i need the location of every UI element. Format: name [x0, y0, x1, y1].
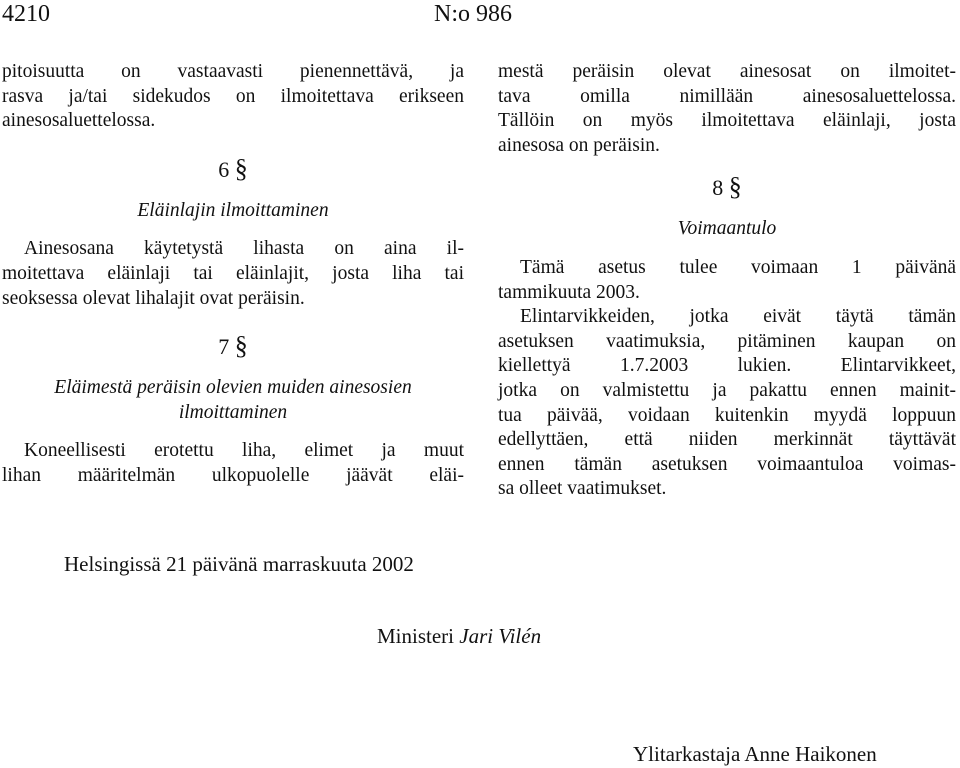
- body-line: Tällöin on myös ilmoitettava eläinlaji, josta: [498, 110, 956, 132]
- section-8-title: Voimaantulo: [677, 218, 777, 240]
- minister-signature: [377, 623, 541, 649]
- section-6-title: Eläinlajin ilmoittaminen: [137, 199, 329, 221]
- body-line: sa olleet vaatimukset.: [498, 478, 667, 500]
- section-6-heading: [2, 154, 464, 185]
- section-8-heading: [498, 172, 956, 203]
- body-line: tammikuuta 2003.: [498, 281, 640, 303]
- body-line: ennen tämän asetuksen voimaantuloa voimas-: [498, 453, 956, 475]
- body-line: ainesosaluettelossa.: [2, 110, 156, 132]
- minister-name: Jari Vilén: [459, 624, 542, 648]
- body-line: seoksessa olevat lihalajit ovat peräisin.: [2, 287, 305, 309]
- section-sign-icon: §: [728, 172, 742, 202]
- section-7-heading: [2, 331, 464, 362]
- body-line: edellyttäen, että niiden merkinnät täyttävät: [498, 429, 956, 451]
- place-date-line: Helsingissä 21 päivänä marraskuuta 2002: [64, 552, 414, 576]
- section-7-title-line: ilmoittaminen: [178, 401, 288, 423]
- body-line: Tämä asetus tulee voimaan 1 päivänä: [520, 256, 956, 278]
- body-line: Ainesosana käytetystä lihasta on aina il-: [24, 238, 464, 260]
- body-line: tua päivää, voidaan kuitenkin myydä loppuun: [498, 404, 956, 426]
- body-line: rasva ja/tai sidekudos on ilmoitettava erikseen: [2, 85, 464, 107]
- body-line: asetuksen vaatimuksia, pitäminen kaupan on: [498, 330, 956, 352]
- section-number: 8: [712, 175, 724, 201]
- right-column: [498, 60, 956, 502]
- body-line: moitettava eläinlaji tai eläinlajit, josta liha tai: [2, 262, 464, 284]
- body-line: jotka on valmistettu ja pakattu ennen mainit-: [498, 379, 956, 401]
- page-number: 4210: [2, 1, 50, 27]
- section-sign-icon: §: [234, 153, 248, 183]
- left-column: [2, 60, 464, 489]
- body-line: tava omilla nimillään ainesosaluettelossa.: [498, 85, 956, 107]
- issue-number: N:o 986: [434, 1, 512, 27]
- body-line: kiellettyä 1.7.2003 lukien. Elintarvikkeet,: [498, 355, 956, 377]
- section-number: 6: [218, 156, 230, 182]
- section-number: 7: [218, 334, 230, 360]
- body-line: Koneellisesti erotettu liha, elimet ja muut: [24, 440, 464, 462]
- official-signature: Ylitarkastaja Anne Haikonen: [633, 742, 877, 766]
- body-line: mestä peräisin olevat ainesosat on ilmoitet-: [498, 61, 956, 82]
- minister-title: Ministeri: [377, 624, 454, 648]
- body-line: lihan määritelmän ulkopuolelle jäävät eläi-: [2, 464, 464, 486]
- section-7-title-line: Eläimestä peräisin olevien muiden ainesosien: [54, 377, 412, 399]
- body-line: pitoisuutta on vastaavasti pienennettävä, ja: [2, 61, 464, 82]
- body-line: Elintarvikkeiden, jotka eivät täytä tämän: [520, 306, 956, 328]
- body-line: ainesosa on peräisin.: [498, 134, 660, 156]
- section-sign-icon: §: [234, 331, 248, 361]
